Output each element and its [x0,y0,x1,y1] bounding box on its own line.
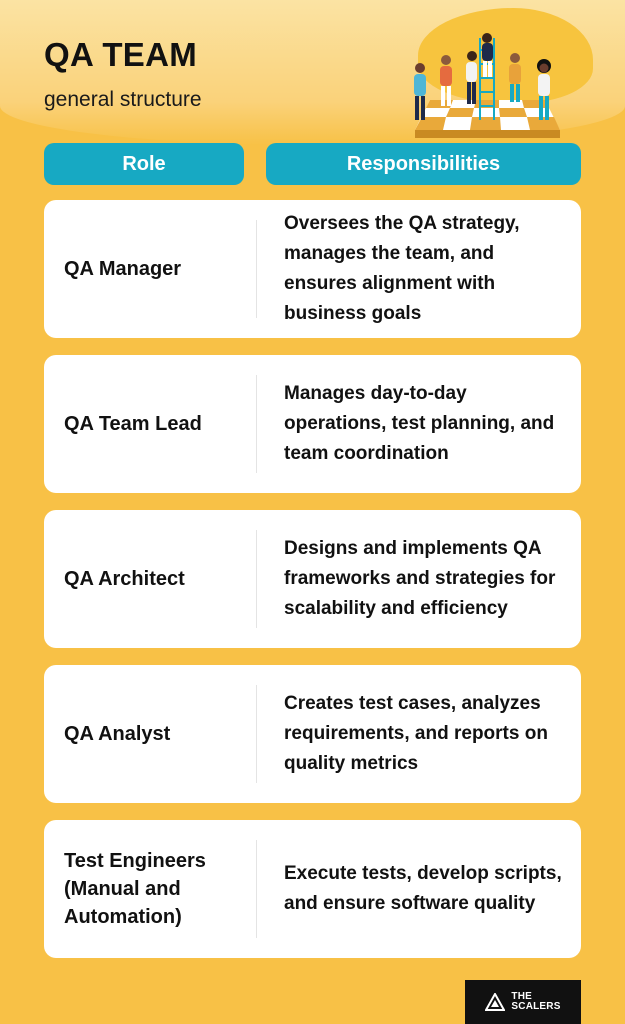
role-cell: QA Architect [64,568,185,590]
responsibilities-cell: Designs and implements QA frameworks and strategies for scalability and efficiency [284,538,556,619]
table-row [44,665,581,803]
page-subtitle: general structure [44,88,202,111]
person-3 [466,51,477,104]
person-4 [509,53,521,102]
table-row [44,355,581,493]
person-1 [414,63,426,120]
cell-divider [256,530,257,628]
role-cell: Test Engineers (Manual and Automation) [64,850,206,928]
responsibilities-cell: Creates test cases, analyzes requirements, and reports on quality metrics [284,693,548,774]
column-header-responsibilities: Responsibilities [266,143,581,185]
role-cell: QA Manager [64,258,182,280]
scalers-logo-icon [485,993,505,1011]
table-row [44,200,581,338]
person-2 [440,55,452,106]
role-cell: QA Analyst [64,723,171,745]
person-on-ladder [482,33,493,77]
responsibilities-cell: Manages day-to-day operations, test planning, and team coordination [284,383,555,464]
table-row [44,510,581,648]
logo-text: THE SCALERS [511,991,561,1012]
cell-divider [256,840,257,938]
scalers-logo [465,980,581,1024]
table-row [44,820,581,958]
team-on-checkerboard-illustration [400,30,575,145]
cell-divider [256,220,257,318]
page-title: QA TEAM [44,36,198,73]
cell-divider [256,685,257,783]
responsibilities-cell: Oversees the QA strategy, manages the team, and ensures alignment with business goals [284,213,520,324]
column-header-role: Role [44,143,244,185]
responsibilities-cell: Execute tests, develop scripts, and ensure software quality [284,863,562,914]
cell-divider [256,375,257,473]
role-cell: QA Team Lead [64,413,202,435]
